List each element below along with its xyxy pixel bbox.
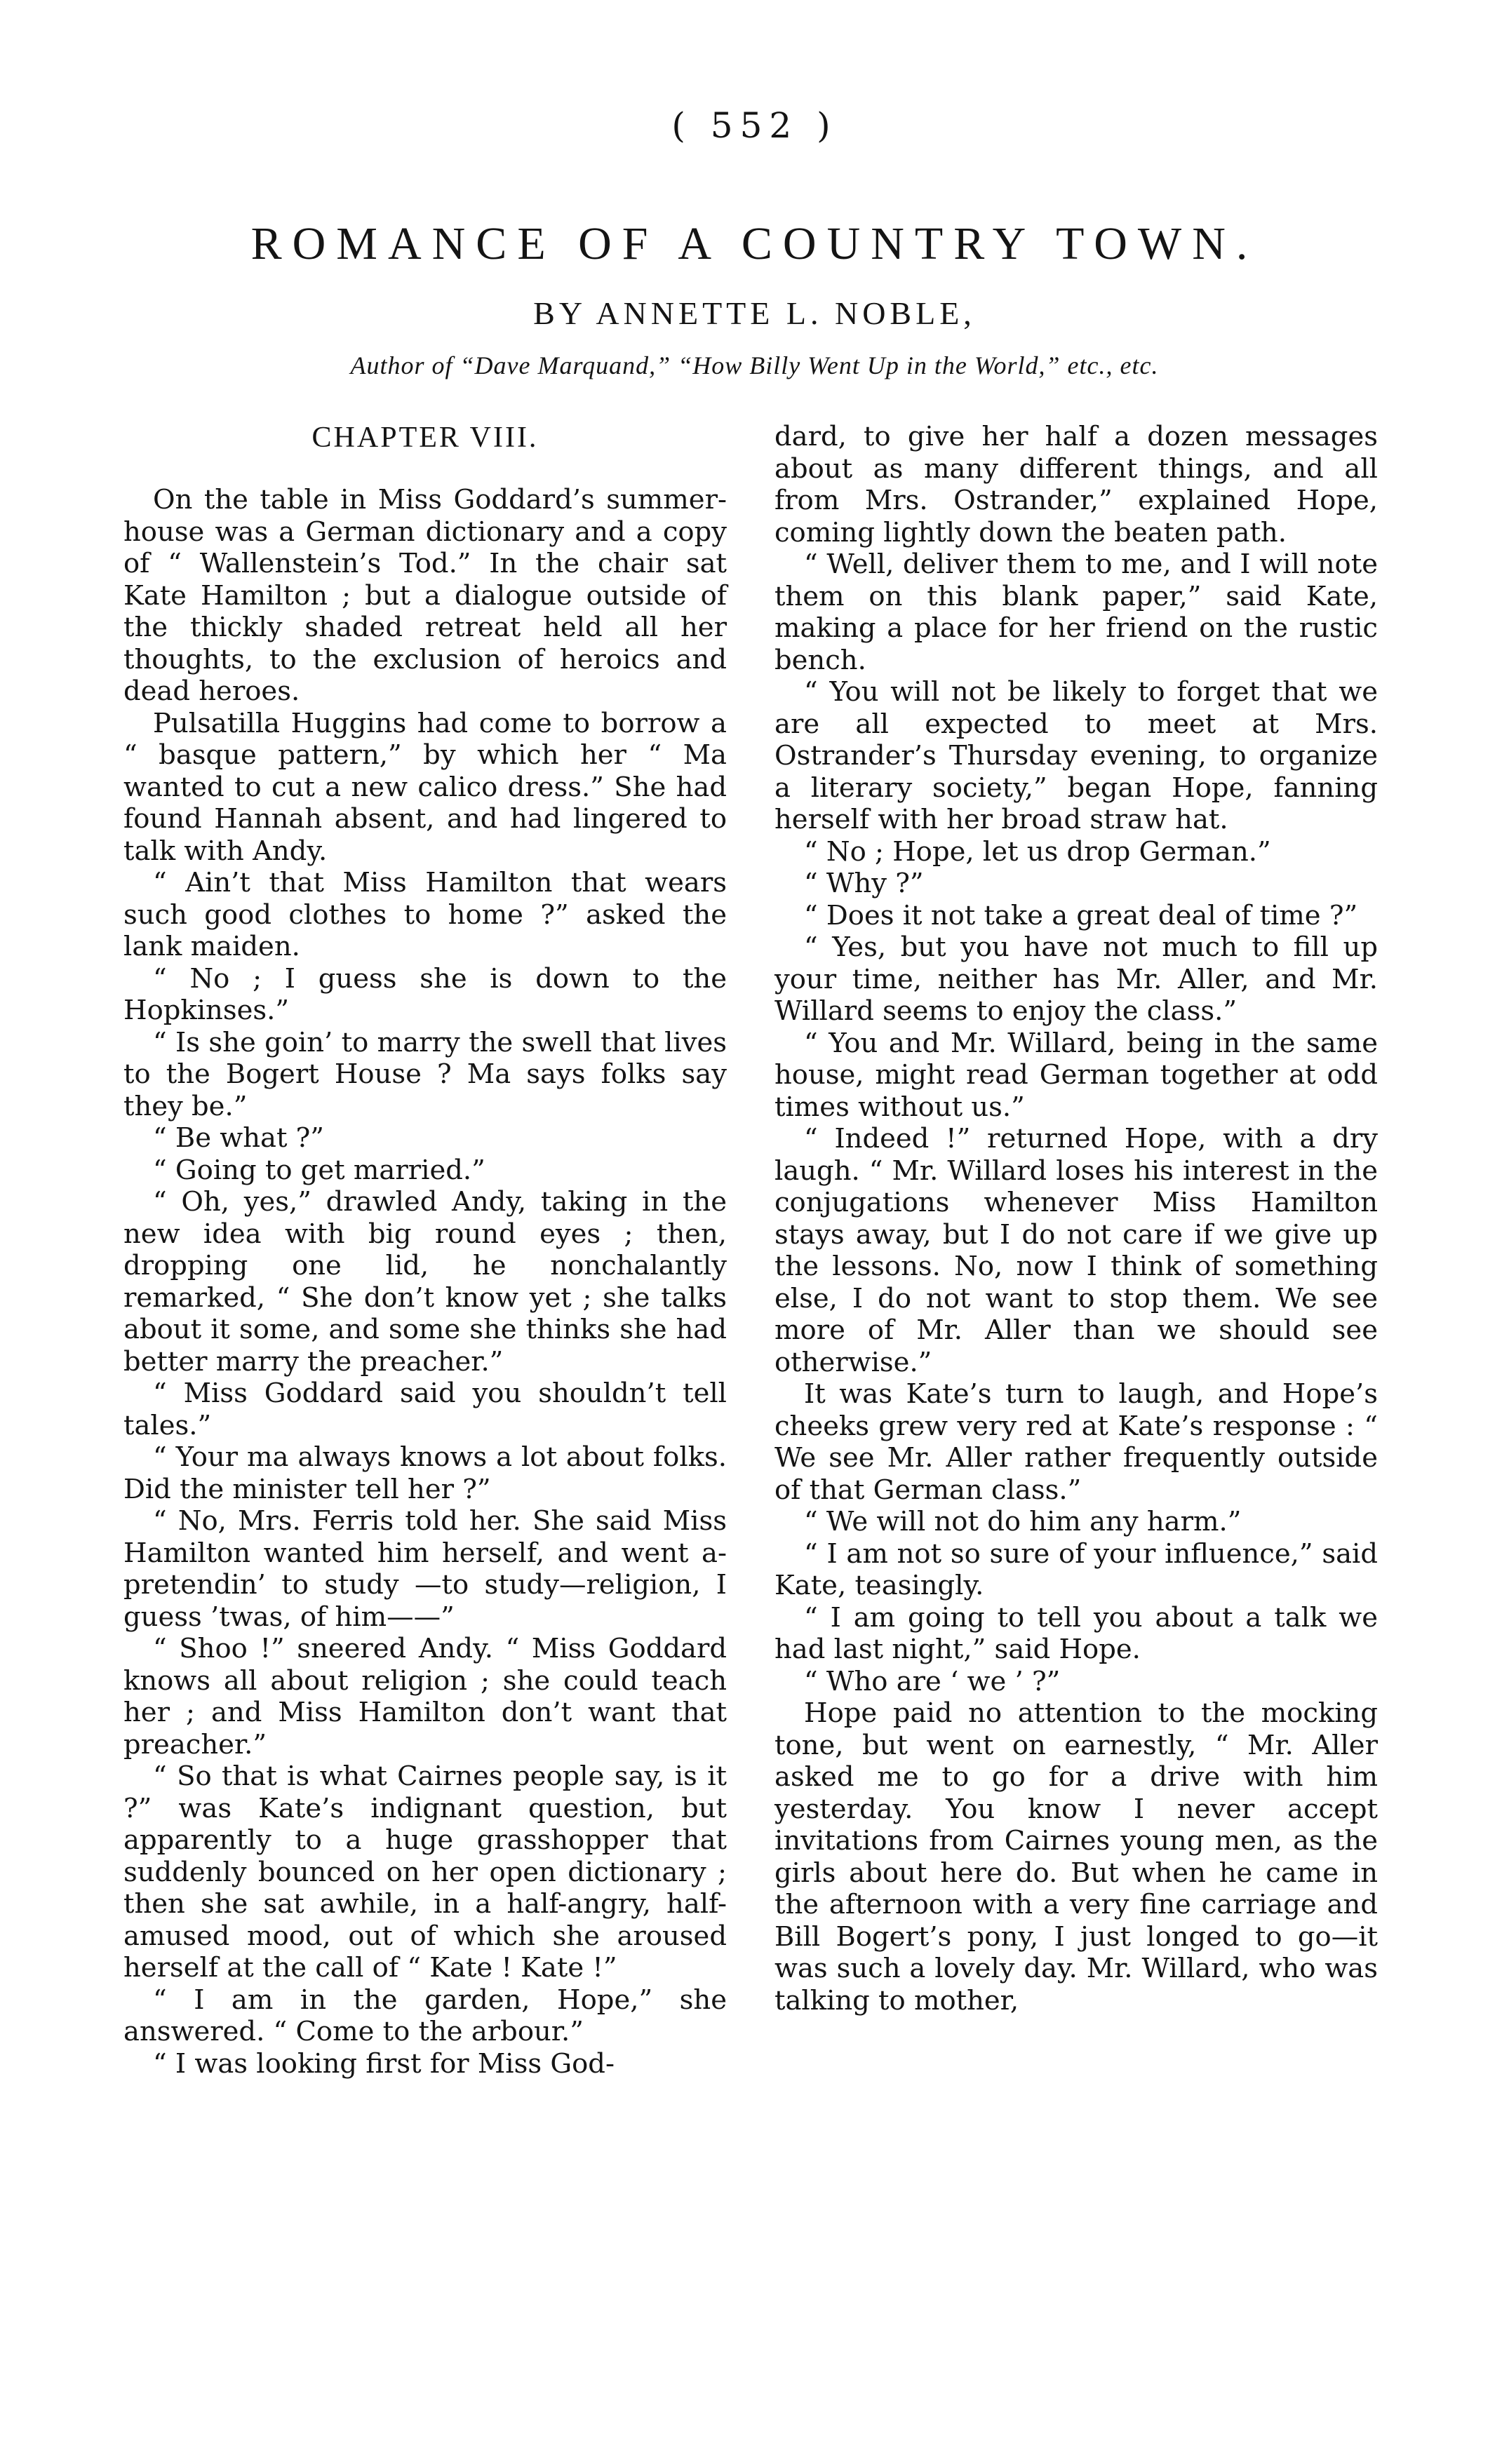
paragraph: “ I was looking first for Miss God- [153, 2047, 615, 2080]
paragraph: “ Going to get married.” [153, 1154, 485, 1186]
page-number: ( 552 ) [671, 105, 838, 146]
paragraph: “ Who are ‘ we ’ ?” [804, 1665, 1061, 1697]
paragraph: “ Your ma always knows a lot about folks. Did the minister tell her ?” [123, 1441, 727, 1505]
paragraph: “ I am in the garden, Hope,” she answered. “ Come to the arbour.” [123, 1984, 727, 2047]
paragraph: It was Kate’s turn to laugh, and Hope’s cheeks grew very red at Kate’s response : “ We see Mr. Aller rather frequently outside of that German class.” [774, 1378, 1378, 1506]
paragraph: “ Why ?” [804, 868, 924, 899]
article-title: ROMANCE OF A COUNTRY TOWN. [250, 218, 1259, 269]
paragraph: “ You and Mr. Willard, being in the same house, might read German together at odd times without us.” [774, 1027, 1378, 1123]
author-credits: Author of “Dave Marquand,” “How Billy Went Up in the World,” etc., etc. [350, 351, 1159, 379]
paragraph: “ Ain’t that Miss Hamilton that wears such good clothes to home ?” asked the lank maiden. [123, 867, 727, 962]
paragraph: “ You will not be likely to forget that we are all expected to meet at Mrs. Ostrander’s Thursday evening, to organize a literary society,” began Hope, fanning herself with her broad straw hat. [774, 676, 1378, 835]
paragraph: “ So that is what Cairnes people say, is it ?” was Kate’s indignant question, but apparently to a huge grasshopper that suddenly bounced on her open dictionary ; then she sat awhile, in a half-angry, half-amused mood, out of which she aroused herself at the call of “ Kate ! Kate !” [123, 1761, 727, 1984]
paragraph: Pulsatilla Huggins had come to borrow a “ basque pattern,” by which her “ Ma wanted to cut a new calico dress.” She had found Hannah absent, and had lingered to talk with Andy. [123, 707, 727, 867]
paragraph: “ Be what ?” [153, 1122, 324, 1154]
chapter-heading: CHAPTER VIII. [311, 422, 539, 454]
author-byline: BY ANNETTE L. NOBLE, [533, 295, 976, 331]
paragraph: “ No ; I guess she is down to the Hopkinses.” [123, 962, 727, 1026]
paragraph: “ We will not do him any harm.” [804, 1506, 1242, 1537]
paragraph: “ Does it not take a great deal of time ?” [804, 899, 1358, 931]
paragraph: “ I am going to tell you about a talk we had last night,” said Hope. [774, 1601, 1378, 1665]
paragraph: “ I am not so sure of your influence,” said Kate, teasingly. [774, 1537, 1378, 1601]
paragraph: “ Indeed !” returned Hope, with a dry laugh. “ Mr. Willard loses his interest in the conjugations whenever Miss Hamilton stays away, but I do not care if we give up the lessons. No, now I think of something else, I do not want to stop them. We see more of Mr. Aller than we should see otherwise.” [774, 1123, 1378, 1378]
paragraph: “ Miss Goddard said you shouldn’t tell tales.” [123, 1378, 727, 1441]
paragraph: Hope paid no attention to the mocking tone, but went on earnestly, “ Mr. Aller asked me to go for a drive with him yesterday. You know I never accept invitations from Cairnes young men, as the girls about here do. But when he came in the afternoon with a very fine carriage and Bill Bogert’s pony, I just longed to go—it was such a lovely day. Mr. Willard, who was talking to mother, [774, 1697, 1378, 2017]
right-column [774, 421, 1378, 2017]
paragraph: “ Oh, yes,” drawled Andy, taking in the new idea with big round eyes ; then, dropping one lid, he nonchalantly remarked, “ She don’t know yet ; she talks about it some, and some she thinks she had better marry the preacher.” [123, 1186, 727, 1378]
paragraph: “ No ; Hope, let us drop German.” [804, 835, 1271, 868]
paragraph: “ Well, deliver them to me, and I will note them on this blank paper,” said Kate, making a place for her friend on the rustic bench. [774, 548, 1378, 676]
paragraph: On the table in Miss Goddard’s summer-house was a German dictionary and a copy of “ Wallenstein’s Tod.” In the chair sat Kate Hamilton ; but a dialogue outside of the thickly shaded retreat held all her thoughts, to the exclusion of heroics and dead heroes. [123, 484, 727, 707]
paragraph: “ Is she goin’ to marry the swell that lives to the Bogert House ? Ma says folks say they be.” [123, 1026, 727, 1122]
left-column [123, 421, 727, 2080]
paragraph: “ Yes, but you have not much to fill up your time, neither has Mr. Aller, and Mr. Willard seems to enjoy the class.” [774, 931, 1378, 1027]
paragraph: dard, to give her half a dozen messages about as many different things, and all from Mrs. Ostrander,” explained Hope, coming lightly down the beaten path. [774, 421, 1378, 548]
paragraph: “ Shoo !” sneered Andy. “ Miss Goddard knows all about religion ; she could teach her ; and Miss Hamilton don’t want that preacher.” [123, 1633, 727, 1761]
paragraph: “ No, Mrs. Ferris told her. She said Miss Hamilton wanted him herself, and went a-pretendin’ to study —to study—religion, I guess ’twas, of him——” [123, 1505, 727, 1633]
